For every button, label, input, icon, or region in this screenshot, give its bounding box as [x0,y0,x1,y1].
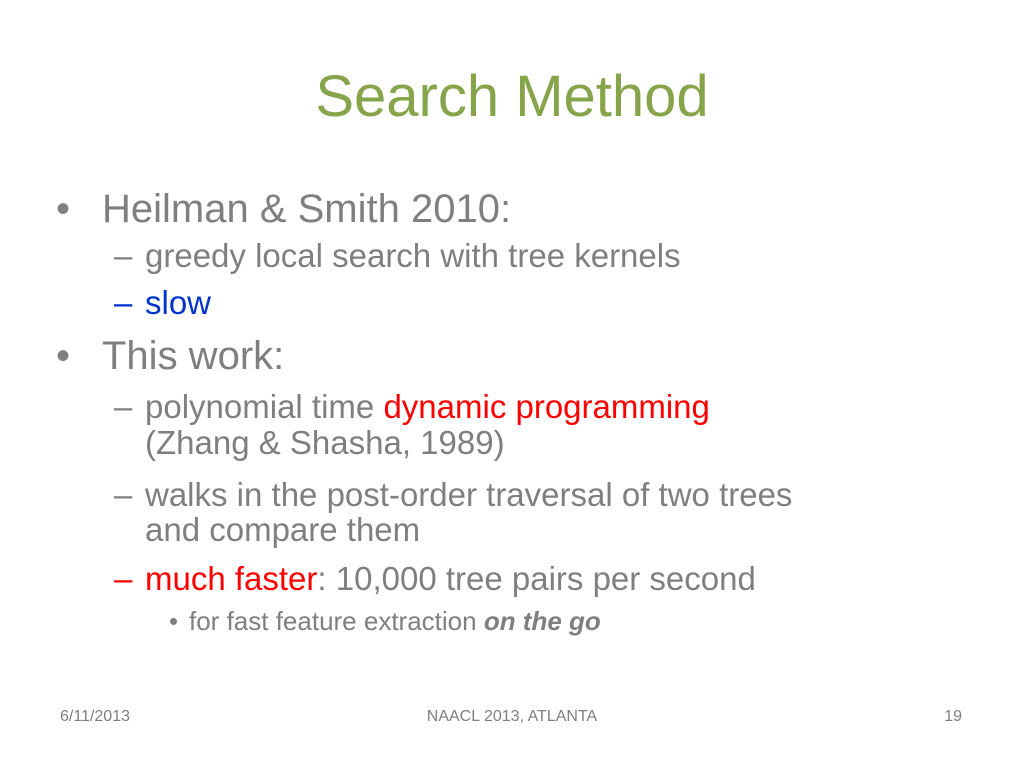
bullet-text: for fast feature extraction [189,606,484,636]
dash-marker: – [114,284,133,321]
footer-venue: NAACL 2013, ATLANTA [426,708,598,725]
bullet-text: slow [145,284,212,321]
highlight-dynamic-programming: dynamic programming [383,388,710,425]
sub-bullet-much-faster [114,560,756,598]
footer-page-number: 19 [944,708,962,725]
bullet-text: polynomial time [145,388,384,425]
emphasis-on-the-go: on the go [483,606,601,636]
sub-bullet-citation [145,424,505,462]
bullet-marker: • [56,187,71,231]
bullet-item-this-work [56,332,285,380]
sub-sub-bullet-feature-extraction [169,606,601,636]
dash-marker: – [114,388,133,425]
bullet-text: walks in the post-order traversal of two trees [145,476,793,513]
bullet-text: Heilman & Smith 2010: [102,187,512,231]
slide-title: Search Method [315,64,709,129]
bullet-marker: • [169,606,179,636]
bullet-marker: • [56,334,71,378]
bullet-text-continuation: and compare them [145,511,421,548]
sub-bullet-greedy-search [114,237,681,275]
bullet-item-heilman-smith [56,185,512,233]
bullet-text: : 10,000 tree pairs per second [317,560,756,597]
sub-bullet-post-order [114,476,793,514]
bullet-text: greedy local search with tree kernels [145,237,681,274]
dash-marker: – [114,476,133,513]
dash-marker: – [114,560,133,597]
bullet-text-continuation: (Zhang & Shasha, 1989) [145,424,505,461]
footer-date: 6/11/2013 [60,708,130,725]
dash-marker: – [114,237,133,274]
highlight-much-faster: much faster [145,560,318,597]
bullet-text: This work: [102,334,285,378]
sub-bullet-polynomial-time [114,388,710,426]
sub-bullet-slow [114,284,212,322]
sub-bullet-post-order-continuation [145,511,420,549]
